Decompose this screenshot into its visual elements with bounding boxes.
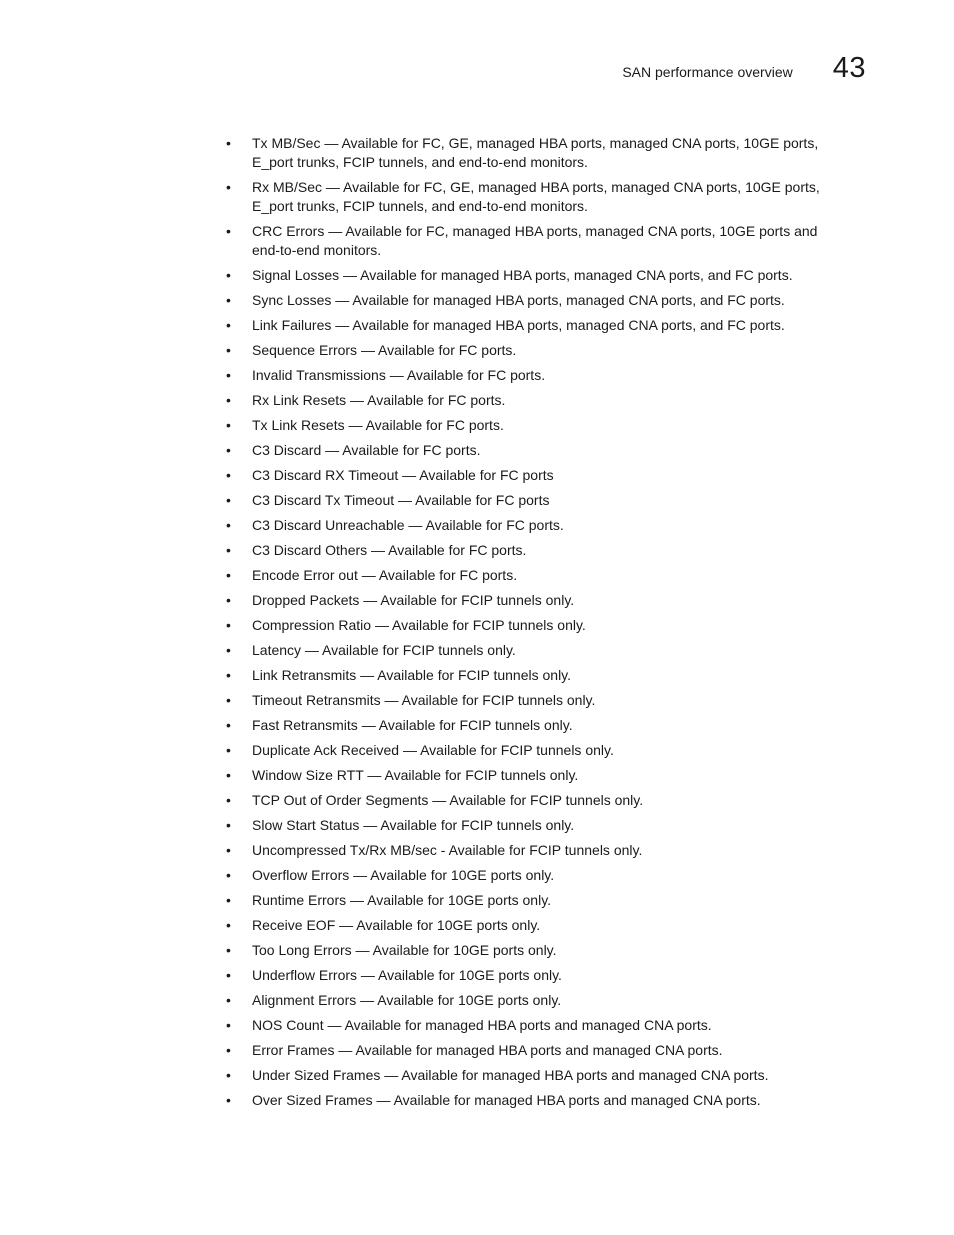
list-item-text: C3 Discard Unreachable — Available for FC ports. bbox=[252, 517, 564, 533]
list-item-text: Sequence Errors — Available for FC ports. bbox=[252, 342, 517, 358]
list-item-text: Rx Link Resets — Available for FC ports. bbox=[252, 392, 506, 408]
bullet-icon: • bbox=[226, 692, 231, 708]
list-item bbox=[226, 391, 846, 410]
list-item-text: C3 Discard RX Timeout — Available for FC ports bbox=[252, 467, 554, 483]
page-header bbox=[622, 52, 866, 85]
list-item bbox=[226, 416, 846, 435]
list-item-text: Dropped Packets — Available for FCIP tunnels only. bbox=[252, 592, 575, 608]
bullet-icon: • bbox=[226, 992, 231, 1008]
list-item-text: Under Sized Frames — Available for managed HBA ports and managed CNA ports. bbox=[252, 1067, 769, 1083]
list-item bbox=[226, 178, 846, 216]
list-item-text: Alignment Errors — Available for 10GE ports only. bbox=[252, 992, 562, 1008]
list-item-text: Receive EOF — Available for 10GE ports only. bbox=[252, 917, 541, 933]
bullet-icon: • bbox=[226, 223, 231, 239]
list-item-text: Link Failures — Available for managed HBA ports, managed CNA ports, and FC ports. bbox=[252, 317, 785, 333]
running-header-title: SAN performance overview bbox=[622, 64, 793, 80]
bullet-icon: • bbox=[226, 342, 231, 358]
list-item bbox=[226, 966, 846, 985]
list-item-text: C3 Discard — Available for FC ports. bbox=[252, 442, 481, 458]
list-item bbox=[226, 441, 846, 460]
list-item-text: Sync Losses — Available for managed HBA ports, managed CNA ports, and FC ports. bbox=[252, 292, 785, 308]
bullet-icon: • bbox=[226, 967, 231, 983]
list-item-text: Timeout Retransmits — Available for FCIP tunnels only. bbox=[252, 692, 596, 708]
list-item-text: Slow Start Status — Available for FCIP tunnels only. bbox=[252, 817, 575, 833]
bullet-icon: • bbox=[226, 667, 231, 683]
list-item-text: Error Frames — Available for managed HBA ports and managed CNA ports. bbox=[252, 1042, 723, 1058]
list-item bbox=[226, 866, 846, 885]
list-item-text: Tx MB/Sec — Available for FC, GE, managed HBA ports, managed CNA ports, 10GE ports, E_port trunks, FCIP tunnels, and end-to-end monitors. bbox=[252, 135, 819, 170]
bullet-icon: • bbox=[226, 392, 231, 408]
bullet-icon: • bbox=[226, 867, 231, 883]
list-item bbox=[226, 1041, 846, 1060]
list-item bbox=[226, 716, 846, 735]
list-item bbox=[226, 466, 846, 485]
list-item bbox=[226, 566, 846, 585]
list-item-text: CRC Errors — Available for FC, managed HBA ports, managed CNA ports, 10GE ports and end-to-end monitors. bbox=[252, 223, 818, 258]
bullet-icon: • bbox=[226, 467, 231, 483]
bullet-icon: • bbox=[226, 1042, 231, 1058]
list-item-text: C3 Discard Others — Available for FC ports. bbox=[252, 542, 527, 558]
list-item-text: Over Sized Frames — Available for managed HBA ports and managed CNA ports. bbox=[252, 1092, 761, 1108]
list-item-text: NOS Count — Available for managed HBA ports and managed CNA ports. bbox=[252, 1017, 712, 1033]
bullet-icon: • bbox=[226, 717, 231, 733]
list-item-text: Duplicate Ack Received — Available for FCIP tunnels only. bbox=[252, 742, 614, 758]
list-item bbox=[226, 1066, 846, 1085]
list-item-text: Latency — Available for FCIP tunnels only. bbox=[252, 642, 516, 658]
bullet-icon: • bbox=[226, 135, 231, 151]
list-item-text: Rx MB/Sec — Available for FC, GE, managed HBA ports, managed CNA ports, 10GE ports, E_port trunks, FCIP tunnels, and end-to-end monitors. bbox=[252, 179, 820, 214]
bullet-icon: • bbox=[226, 617, 231, 633]
list-item-text: Uncompressed Tx/Rx MB/sec - Available for FCIP tunnels only. bbox=[252, 842, 643, 858]
list-item bbox=[226, 1091, 846, 1110]
list-item bbox=[226, 616, 846, 635]
bullet-icon: • bbox=[226, 317, 231, 333]
list-item bbox=[226, 591, 846, 610]
list-item-text: Runtime Errors — Available for 10GE ports only. bbox=[252, 892, 552, 908]
chapter-number: 43 bbox=[832, 52, 866, 84]
bullet-icon: • bbox=[226, 917, 231, 933]
bullet-icon: • bbox=[226, 942, 231, 958]
bullet-icon: • bbox=[226, 842, 231, 858]
list-item bbox=[226, 991, 846, 1010]
list-item-text: TCP Out of Order Segments — Available for FCIP tunnels only. bbox=[252, 792, 644, 808]
measure-list bbox=[226, 134, 846, 1116]
list-item bbox=[226, 641, 846, 660]
list-item bbox=[226, 134, 846, 172]
list-item bbox=[226, 316, 846, 335]
bullet-icon: • bbox=[226, 767, 231, 783]
list-item bbox=[226, 791, 846, 810]
list-item-text: Window Size RTT — Available for FCIP tunnels only. bbox=[252, 767, 579, 783]
list-item bbox=[226, 941, 846, 960]
list-item bbox=[226, 222, 846, 260]
list-item-text: Signal Losses — Available for managed HBA ports, managed CNA ports, and FC ports. bbox=[252, 267, 793, 283]
list-item-text: Encode Error out — Available for FC ports. bbox=[252, 567, 518, 583]
bullet-icon: • bbox=[226, 442, 231, 458]
list-item bbox=[226, 691, 846, 710]
list-item-text: Overflow Errors — Available for 10GE ports only. bbox=[252, 867, 555, 883]
list-item bbox=[226, 916, 846, 935]
list-item bbox=[226, 816, 846, 835]
list-item-text: Underflow Errors — Available for 10GE ports only. bbox=[252, 967, 562, 983]
bullet-icon: • bbox=[226, 367, 231, 383]
list-item bbox=[226, 666, 846, 685]
bullet-icon: • bbox=[226, 542, 231, 558]
list-item bbox=[226, 841, 846, 860]
list-item-text: Invalid Transmissions — Available for FC ports. bbox=[252, 367, 546, 383]
list-item-text: Too Long Errors — Available for 10GE ports only. bbox=[252, 942, 557, 958]
list-item bbox=[226, 891, 846, 910]
list-item bbox=[226, 291, 846, 310]
bullet-icon: • bbox=[226, 1017, 231, 1033]
bullet-icon: • bbox=[226, 592, 231, 608]
list-item-text: Tx Link Resets — Available for FC ports. bbox=[252, 417, 504, 433]
bullet-icon: • bbox=[226, 742, 231, 758]
list-item bbox=[226, 541, 846, 560]
bullet-icon: • bbox=[226, 1092, 231, 1108]
bullet-icon: • bbox=[226, 517, 231, 533]
bullet-icon: • bbox=[226, 792, 231, 808]
bullet-icon: • bbox=[226, 267, 231, 283]
bullet-icon: • bbox=[226, 492, 231, 508]
bullet-icon: • bbox=[226, 417, 231, 433]
list-item-text: Link Retransmits — Available for FCIP tunnels only. bbox=[252, 667, 572, 683]
list-item bbox=[226, 766, 846, 785]
bullet-icon: • bbox=[226, 179, 231, 195]
list-item bbox=[226, 266, 846, 285]
list-item-text: C3 Discard Tx Timeout — Available for FC ports bbox=[252, 492, 550, 508]
list-item bbox=[226, 341, 846, 360]
list-item bbox=[226, 491, 846, 510]
bullet-icon: • bbox=[226, 642, 231, 658]
bullet-icon: • bbox=[226, 817, 231, 833]
list-item bbox=[226, 516, 846, 535]
list-item bbox=[226, 1016, 846, 1035]
list-item-text: Compression Ratio — Available for FCIP tunnels only. bbox=[252, 617, 586, 633]
bullet-icon: • bbox=[226, 567, 231, 583]
bullet-icon: • bbox=[226, 892, 231, 908]
list-item bbox=[226, 366, 846, 385]
list-item-text: Fast Retransmits — Available for FCIP tunnels only. bbox=[252, 717, 573, 733]
bullet-icon: • bbox=[226, 292, 231, 308]
bullet-icon: • bbox=[226, 1067, 231, 1083]
list-item bbox=[226, 741, 846, 760]
